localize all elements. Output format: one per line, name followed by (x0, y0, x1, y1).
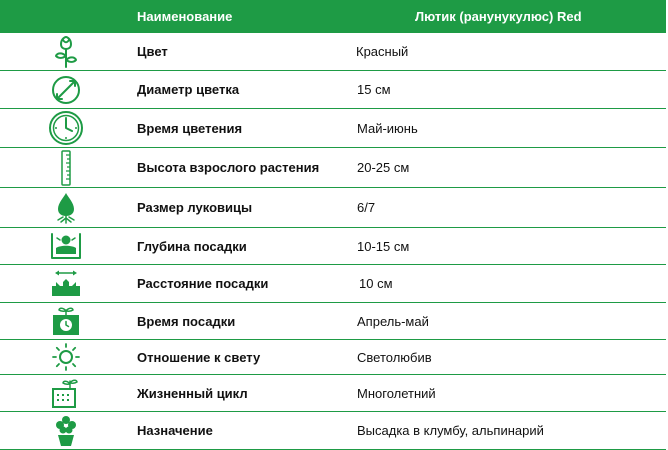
row-value: Красный (356, 44, 409, 59)
rose-icon (44, 33, 88, 70)
table-row (0, 148, 666, 188)
table-row (0, 188, 666, 228)
table-body (0, 33, 666, 450)
table-row (0, 33, 666, 71)
header-value-column: Лютик (ранунукулюс) Red (415, 9, 582, 24)
row-value: Май-июнь (357, 120, 418, 136)
row-label: Назначение (137, 423, 213, 438)
sun-icon (44, 340, 88, 374)
flower-pot-icon (44, 412, 88, 449)
row-value: 10-15 см (357, 238, 410, 254)
row-value: 20-25 см (357, 160, 410, 175)
row-label: Размер луковицы (137, 200, 253, 215)
row-label: Жизненный цикл (137, 385, 248, 401)
row-value: Светолюбив (357, 349, 432, 365)
row-value: 15 см (357, 82, 391, 97)
clock-icon (44, 109, 88, 147)
planting-distance-icon (44, 265, 88, 302)
table-row (0, 109, 666, 148)
table-row (0, 375, 666, 412)
table-row (0, 303, 666, 340)
planting-depth-icon (44, 228, 88, 264)
flower-diameter-icon (44, 71, 88, 108)
bulb-icon (44, 188, 88, 227)
row-value: 10 см (359, 276, 393, 291)
table-row (0, 340, 666, 375)
table-row (0, 228, 666, 265)
row-label: Высота взрослого растения (137, 160, 320, 175)
row-value: 6/7 (357, 200, 376, 215)
row-label: Глубина посадки (137, 238, 247, 254)
life-cycle-icon (44, 375, 88, 411)
row-label: Расстояние посадки (137, 276, 269, 291)
ruler-icon (44, 148, 88, 187)
table-row (0, 412, 666, 450)
row-label: Цвет (137, 44, 168, 59)
row-label: Время посадки (137, 313, 236, 329)
row-label: Время цветения (137, 120, 243, 136)
header-name-column: Наименование (137, 9, 233, 24)
row-label: Диаметр цветка (137, 82, 240, 97)
table-header (0, 0, 666, 33)
row-value: Апрель-май (357, 313, 429, 329)
row-value: Многолетний (357, 385, 436, 401)
table-row (0, 265, 666, 303)
table-row (0, 71, 666, 109)
planting-time-icon (44, 303, 88, 339)
row-label: Отношение к свету (137, 349, 261, 365)
row-value: Высадка в клумбу, альпинарий (357, 423, 544, 438)
